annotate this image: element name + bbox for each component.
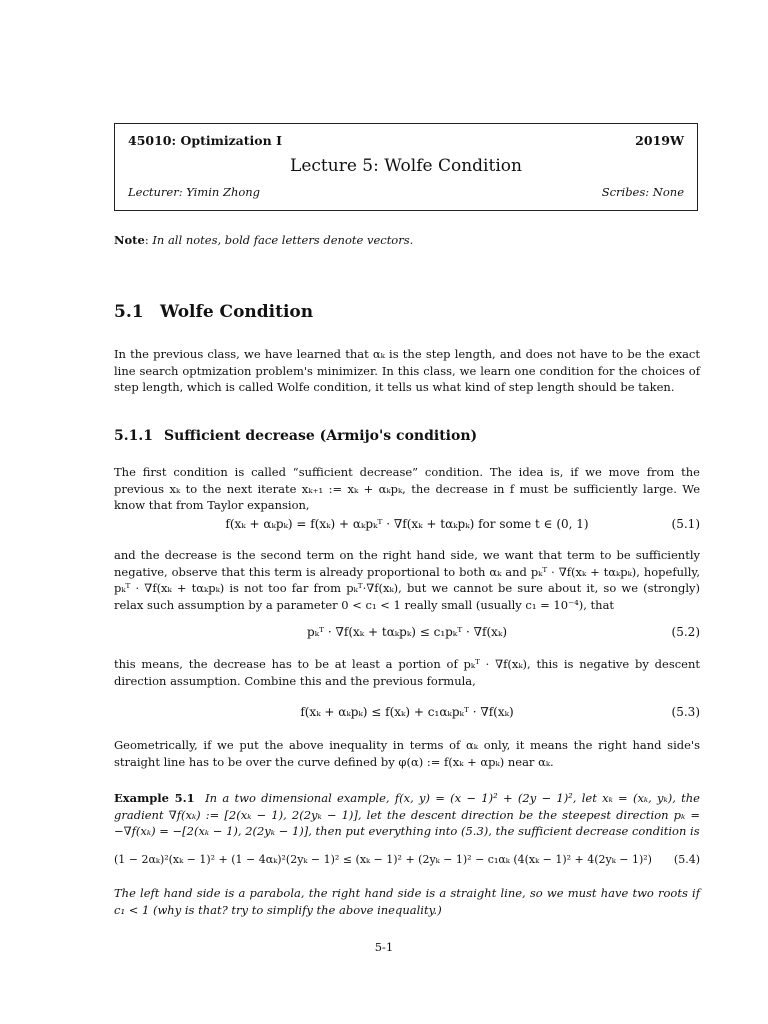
paragraph-1: The first condition is called “sufficient decrease” condition. The idea is, if we move from the previous xₖ to the next iterate xₖ₊₁ := xₖ + αₖpₖ, the decrease in f must be sufficiently large. We know that from Taylor expansion, — [114, 465, 700, 512]
equation-5-2-math: pₖᵀ · ∇f(xₖ + tαₖpₖ) ≤ c₁pₖᵀ · ∇f(xₖ) — [307, 625, 507, 639]
example-text: In a two dimensional example, f(x, y) = (x − 1)² + (2y − 1)², let xₖ = (xₖ, yₖ), the gradient ∇f(xₖ) := [2(xₖ − 1), 2(2yₖ − 1)], let the descent direction be the steepest direction pₖ = −∇f(xₖ) = −[2(xₖ − 1), 2(2yₖ − 1)], then put everything into (5.3), the sufficient decrease condition is — [114, 791, 700, 838]
lecture-title: Lecture 5: Wolfe Condition — [290, 156, 522, 176]
course-name: 45010: Optimization I — [128, 133, 282, 148]
equation-5-2 — [114, 625, 700, 643]
equation-5-4-tag: (5.4) — [673, 853, 700, 866]
section-number: 5.1 — [114, 302, 144, 322]
note-text: In all notes, bold face letters denote vectors. — [152, 233, 414, 247]
section-intro: In the previous class, we have learned that αₖ is the step length, and does not have to be the exact line search optmization problem's minimizer. In this class, we learn one condition for the choices of step length, which is called Wolfe condition, it tells us what kind of step length should be taken. — [114, 347, 700, 394]
note-label: Note — [114, 233, 145, 247]
equation-5-2-tag: (5.2) — [671, 625, 700, 639]
page-number: 5-1 — [374, 940, 394, 954]
section-title — [114, 302, 313, 322]
term: 2019W — [635, 133, 684, 148]
subsection-number: 5.1.1 — [114, 428, 153, 444]
paragraph-5: The left hand side is a parabola, the right hand side is a straight line, so we must have two roots if c₁ < 1 (why is that? try to simplify the above inequality.) — [114, 886, 700, 917]
paragraph-2: and the decrease is the second term on the right hand side, we want that term to be sufficiently negative, observe that this term is already proportional to both αₖ and pₖᵀ · ∇f(xₖ + tαₖpₖ), hopefully, pₖᵀ · ∇f(xₖ + tαₖpₖ) is not too far from pₖᵀ·∇f(xₖ), but we cannot be sure about it, so we (strongly) relax such assumption by a parameter 0 < c₁ < 1 really small (usually c₁ = 10⁻⁴), that — [114, 548, 700, 612]
equation-5-1-tag: (5.1) — [671, 517, 700, 531]
scribes: Scribes: None — [601, 185, 684, 199]
equation-5-4 — [114, 853, 700, 871]
example-5-1 — [114, 790, 700, 840]
equation-5-1 — [114, 517, 700, 535]
lecturer: Lecturer: Yimin Zhong — [128, 185, 261, 199]
subsection-title — [114, 428, 477, 444]
equation-5-3-math: f(xₖ + αₖpₖ) ≤ f(xₖ) + c₁αₖpₖᵀ · ∇f(xₖ) — [300, 705, 514, 719]
equation-5-3-tag: (5.3) — [671, 705, 700, 719]
equation-5-3 — [114, 705, 700, 723]
equation-5-1-math: f(xₖ + αₖpₖ) = f(xₖ) + αₖpₖᵀ · ∇f(xₖ + tαₖpₖ) for some t ∈ (0, 1) — [225, 517, 589, 531]
note: Note: In all notes, bold face letters denote vectors. — [114, 233, 414, 247]
paragraph-3: this means, the decrease has to be at least a portion of pₖᵀ · ∇f(xₖ), this is negative by descent direction assumption. Combine this and the previous formula, — [114, 657, 700, 688]
equation-5-4-math: (1 − 2αₖ)²(xₖ − 1)² + (1 − 4αₖ)²(2yₖ − 1)² ≤ (xₖ − 1)² + (2yₖ − 1)² − c₁αₖ (4(xₖ − 1)² + 4(2yₖ − 1)²) — [114, 853, 652, 866]
subsection-title-text: Sufficient decrease (Armijo's condition) — [164, 428, 478, 444]
paragraph-4: Geometrically, if we put the above inequality in terms of αₖ only, it means the right hand side's straight line has to be over the curve defined by φ(α) := f(xₖ + αpₖ) near αₖ. — [114, 738, 700, 769]
example-label: Example 5.1 — [114, 791, 195, 805]
lecture-header-box — [114, 123, 698, 211]
section-title-text: Wolfe Condition — [160, 302, 314, 322]
